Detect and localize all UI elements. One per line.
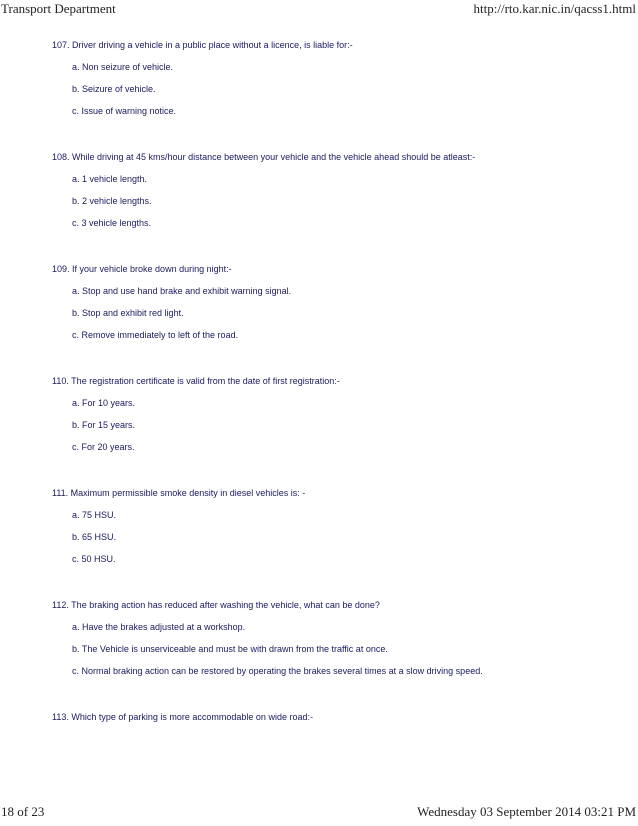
option-list (52, 398, 628, 453)
question-text: 111. Maximum permissible smoke density in diesel vehicles is: - (52, 488, 306, 498)
option-b: b. Seizure of vehicle. (72, 84, 156, 94)
option-list (52, 286, 628, 341)
question-list (52, 40, 628, 758)
option-list (52, 510, 628, 565)
option-a: a. Stop and use hand brake and exhibit warning signal. (72, 286, 292, 296)
print-header (0, 1, 638, 17)
question-112 (52, 600, 628, 677)
question-text: 108. While driving at 45 kms/hour distance between your vehicle and the vehicle ahead should be atleast:- (52, 152, 476, 162)
page-number: 18 of 23 (1, 804, 45, 819)
option-a: a. For 10 years. (72, 398, 136, 408)
question-113 (52, 712, 628, 723)
question-text: 112. The braking action has reduced after washing the vehicle, what can be done? (52, 600, 380, 610)
option-c: c. Normal braking action can be restored by operating the brakes several times at a slow driving speed. (72, 666, 483, 676)
question-111 (52, 488, 628, 565)
question-text: 113. Which type of parking is more accommodable on wide road:- (52, 712, 313, 722)
print-datetime: Wednesday 03 September 2014 03:21 PM (417, 804, 636, 819)
page-title: Transport Department (1, 1, 116, 16)
option-a: a. Have the brakes adjusted at a workshop. (72, 622, 246, 632)
question-text: 109. If your vehicle broke down during night:- (52, 264, 232, 274)
question-text: 107. Driver driving a vehicle in a public place without a licence, is liable for:- (52, 40, 353, 50)
option-list (52, 174, 628, 229)
question-text: 110. The registration certificate is valid from the date of first registration:- (52, 376, 340, 386)
option-c: c. 50 HSU. (72, 554, 116, 564)
option-b: b. For 15 years. (72, 420, 136, 430)
option-a: a. 1 vehicle length. (72, 174, 148, 184)
page-url: http://rto.kar.nic.in/qacss1.html (473, 1, 636, 16)
option-a: a. 75 HSU. (72, 510, 117, 520)
option-a: a. Non seizure of vehicle. (72, 62, 174, 72)
option-b: b. 65 HSU. (72, 532, 117, 542)
question-110 (52, 376, 628, 453)
option-b: b. Stop and exhibit red light. (72, 308, 184, 318)
option-c: c. For 20 years. (72, 442, 135, 452)
option-c: c. 3 vehicle lengths. (72, 218, 152, 228)
option-b: b. 2 vehicle lengths. (72, 196, 152, 206)
question-107 (52, 40, 628, 117)
print-footer (0, 804, 638, 820)
option-b: b. The Vehicle is unserviceable and must be with drawn from the traffic at once. (72, 644, 388, 654)
option-c: c. Remove immediately to left of the road. (72, 330, 239, 340)
option-list (52, 622, 628, 677)
question-108 (52, 152, 628, 229)
question-109 (52, 264, 628, 341)
option-c: c. Issue of warning notice. (72, 106, 177, 116)
option-list (52, 62, 628, 117)
